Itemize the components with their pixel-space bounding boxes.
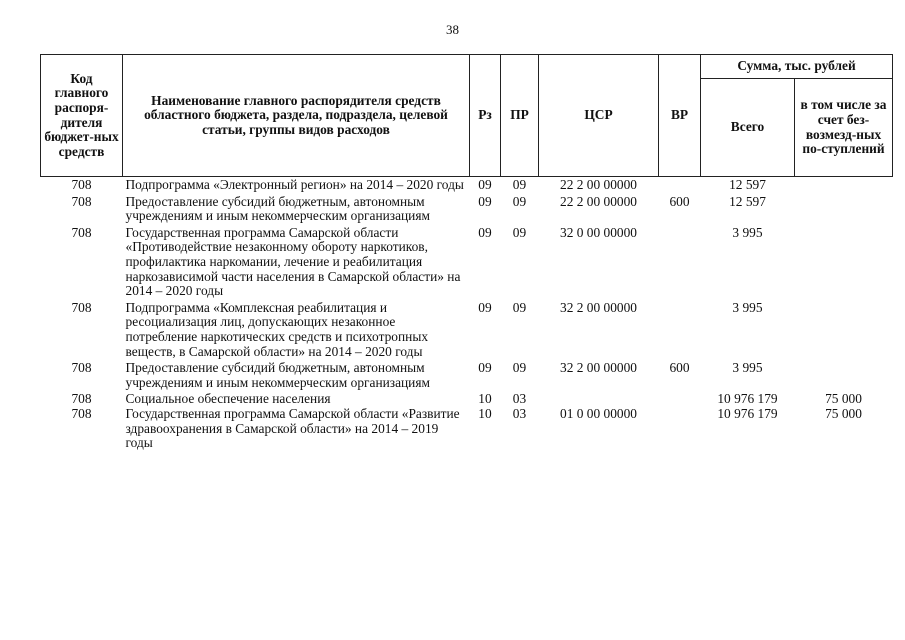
cell-total: 10 976 179 (717, 405, 778, 421)
cell-name: Подпрограмма «Электронный регион» на 2014 – 2020 годы (125, 177, 464, 192)
cell-code: 708 (71, 224, 92, 240)
cell-free: 75 000 (825, 405, 862, 421)
cell-free (795, 361, 893, 392)
cell-vr (659, 177, 701, 195)
header-total: Всего (701, 79, 795, 177)
cell-free (795, 226, 893, 301)
cell-vr (659, 226, 701, 301)
cell-total: 3 995 (732, 299, 763, 315)
cell-rz: 10 (478, 391, 492, 407)
cell-name: Подпрограмма «Комплексная реабилитация и ресоциализация лиц, допускающих незаконное потребление наркотических средств и психотропных веществ, в Самарской области» на 2014 – 2020 годы (125, 299, 429, 359)
table-header (41, 55, 893, 177)
cell-csr: 01 0 00 00000 (560, 405, 637, 421)
cell-total: 12 597 (729, 177, 766, 192)
table-row (41, 226, 893, 301)
cell-free: 75 000 (825, 391, 862, 407)
cell-code: 708 (71, 405, 92, 421)
cell-total: 12 597 (729, 193, 766, 209)
table-row (41, 392, 893, 407)
cell-rz: 09 (478, 177, 492, 192)
cell-name: Предоставление субсидий бюджетным, автономным учреждениям и иным некоммерческим организациям (125, 360, 430, 390)
header-rz: Рз (470, 55, 501, 177)
cell-free (795, 301, 893, 361)
cell-free (795, 195, 893, 226)
table-row (41, 407, 893, 451)
page-number: 38 (446, 22, 459, 37)
header-free: в том числе за счет без-возмезд-ных по-ступлений (795, 79, 893, 177)
cell-total: 10 976 179 (717, 391, 778, 407)
cell-vr: 600 (669, 360, 690, 376)
cell-pr: 03 (512, 391, 527, 407)
table-row (41, 361, 893, 392)
cell-csr: 32 2 00 00000 (560, 360, 637, 376)
cell-csr: 22 2 00 00000 (560, 193, 637, 209)
cell-csr: 22 2 00 00000 (560, 177, 637, 192)
cell-total: 3 995 (732, 224, 763, 240)
cell-pr: 09 (512, 193, 527, 209)
cell-rz: 09 (478, 360, 492, 376)
cell-code: 708 (71, 391, 92, 407)
budget-table (40, 54, 893, 451)
cell-rz: 09 (478, 224, 492, 240)
cell-name: Государственная программа Самарской области «Развитие здравоохранения в Самарской области» на 2014 – 2019 годы (125, 405, 460, 451)
table-row (41, 301, 893, 361)
cell-name: Государственная программа Самарской области «Противодействие незаконному обороту наркотиков, профилактика наркомании, лечение и реабилитация наркозависимой части населения в Самарской области» на 2014 – 2020 годы (125, 224, 461, 299)
cell-rz: 09 (478, 193, 492, 209)
table-row (41, 195, 893, 226)
cell-pr: 09 (512, 299, 527, 315)
cell-free (795, 177, 893, 195)
cell-total: 3 995 (732, 360, 763, 376)
cell-code: 708 (71, 193, 92, 209)
header-code: Код главного распоря-дителя бюджет-ных средств (41, 55, 123, 177)
header-name: Наименование главного распорядителя средств областного бюджета, раздела, подраздела, целевой статьи, группы видов расходов (123, 55, 470, 177)
cell-vr (659, 301, 701, 361)
cell-vr: 600 (669, 193, 690, 209)
table-row (41, 177, 893, 195)
cell-pr: 09 (512, 224, 527, 240)
cell-pr: 03 (512, 405, 527, 421)
cell-rz: 09 (478, 299, 492, 315)
header-sum: Сумма, тыс. рублей (701, 55, 893, 79)
cell-vr (659, 392, 701, 407)
header-vr: ВР (659, 55, 701, 177)
cell-csr: 32 2 00 00000 (560, 299, 637, 315)
cell-csr (539, 392, 659, 407)
table-body (41, 177, 893, 451)
cell-pr: 09 (512, 177, 527, 192)
cell-vr (659, 407, 701, 451)
cell-code: 708 (71, 177, 92, 192)
header-pr: ПР (501, 55, 539, 177)
cell-rz: 10 (478, 405, 492, 421)
cell-name: Социальное обеспечение населения (125, 391, 331, 407)
header-csr: ЦСР (539, 55, 659, 177)
cell-pr: 09 (512, 360, 527, 376)
cell-code: 708 (71, 299, 92, 315)
cell-code: 708 (71, 360, 92, 376)
cell-name: Предоставление субсидий бюджетным, автономным учреждениям и иным некоммерческим организациям (125, 193, 430, 224)
cell-csr: 32 0 00 00000 (560, 224, 637, 240)
